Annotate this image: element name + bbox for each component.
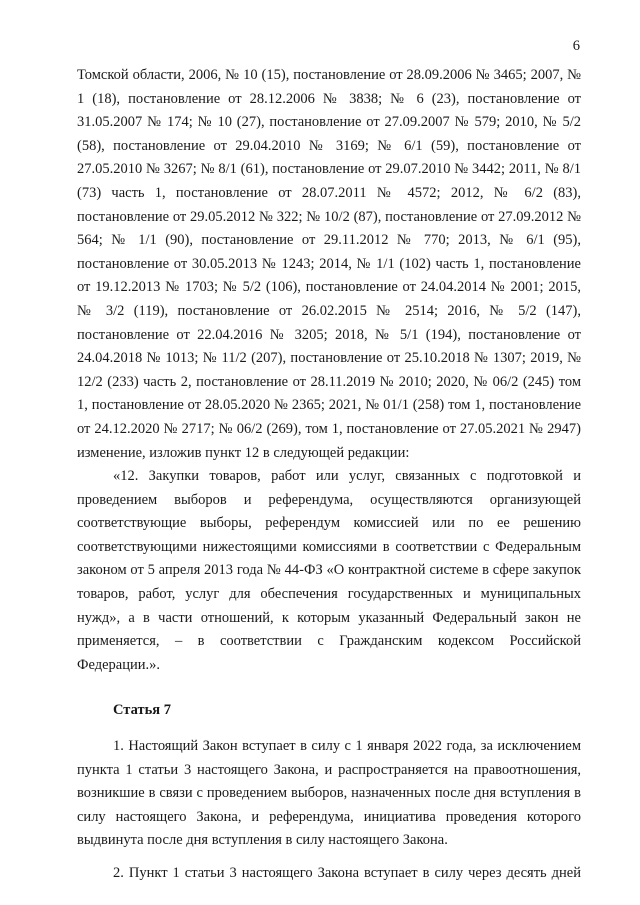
page-body <box>77 64 581 886</box>
article-7-heading: Статья 7 <box>113 702 171 719</box>
article-7-paragraph-2: 2. Пункт 1 статьи 3 настоящего Закона вступает в силу через десять дней <box>113 865 581 881</box>
amendment-sources-paragraph: Томской области, 2006, № 10 (15), постановление от 28.09.2006 № 3465; 2007, № 1 (18), постановление от 28.12.2006 № 3838; № 6 (23), постановление от 31.05.2007 № 174; № 10 (27), постановление от 27.09.2007 № 579; 2010, № 5/2 (58), постановление от 29.04.2010 № 3169; № 6/1 (59), постановление от 27.05.2010 № 3267; № 8/1 (61), постановление от 29.07.2010 № 3442; 2011, № 8/1 (73) часть 1, постановление от 28.07.2011 № 4572; 2012, № 6/2 (83), постановление от 29.05.2012 № 322; № 10/2 (87), постановление от 27.09.2012 № 564; № 1/1 (90), постановление от 29.11.2012 № 770; 2013, № 6/1 (95), постановление от 30.05.2013 № 1243; 2014, № 1/1 (102) часть 1, постановление от 19.12.2013 № 1703; № 5/2 (106), постановление от 24.04.2014 № 2001; 2015, № 3/2 (119), постановление от 26.02.2015 № 2514; 2016, № 5/2 (147), постановление от 22.04.2016 № 3205; 2018, № 5/1 (194), постановление от 24.04.2018 № 1013; № 11/2 (207), постановление от 25.10.2018 № 1307; 2019, № 12/2 (233) часть 2, постановление от 28.11.2019 № 2010; 2020, № 06/2 (245) том 1, постановление от 28.05.2020 № 2365; 2021, № 01/1 (258) том 1, постановление от 24.12.2020 № 2717; № 06/2 (269), том 1, постановление от 27.05.2021 № 2947) изменение, изложив пункт 12 в следующей редакции: <box>77 67 581 461</box>
quoted-clause-12: «12. Закупки товаров, работ или услуг, связанных с подготовкой и проведением выборов и референдума, осуществляются организующей соответствующие выборы, референдум комиссией или по ее решению соответствующими нижестоящими комиссиями в соответствии с Федеральным законом от 5 апреля 2013 года № 44-ФЗ «О контрактной системе в сфере закупок товаров, работ, услуг для обеспечения государственных и муниципальных нужд», а в части отношений, к которым указанный Федеральный закон не применяется, – в соответствии с Гражданским кодексом Российской Федерации.». <box>77 468 581 673</box>
article-7-paragraph-1: 1. Настоящий Закон вступает в силу с 1 января 2022 года, за исключением пункта 1 статьи 3 настоящего Закона, и распространяется на правоотношения, возникшие в связи с проведением выборов, назначенных после дня вступления в силу настоящего Закона, и референдума, инициатива проведения которого выдвинута после дня вступления в силу настоящего Закона. <box>77 738 581 849</box>
page-number: 6 <box>572 38 580 54</box>
